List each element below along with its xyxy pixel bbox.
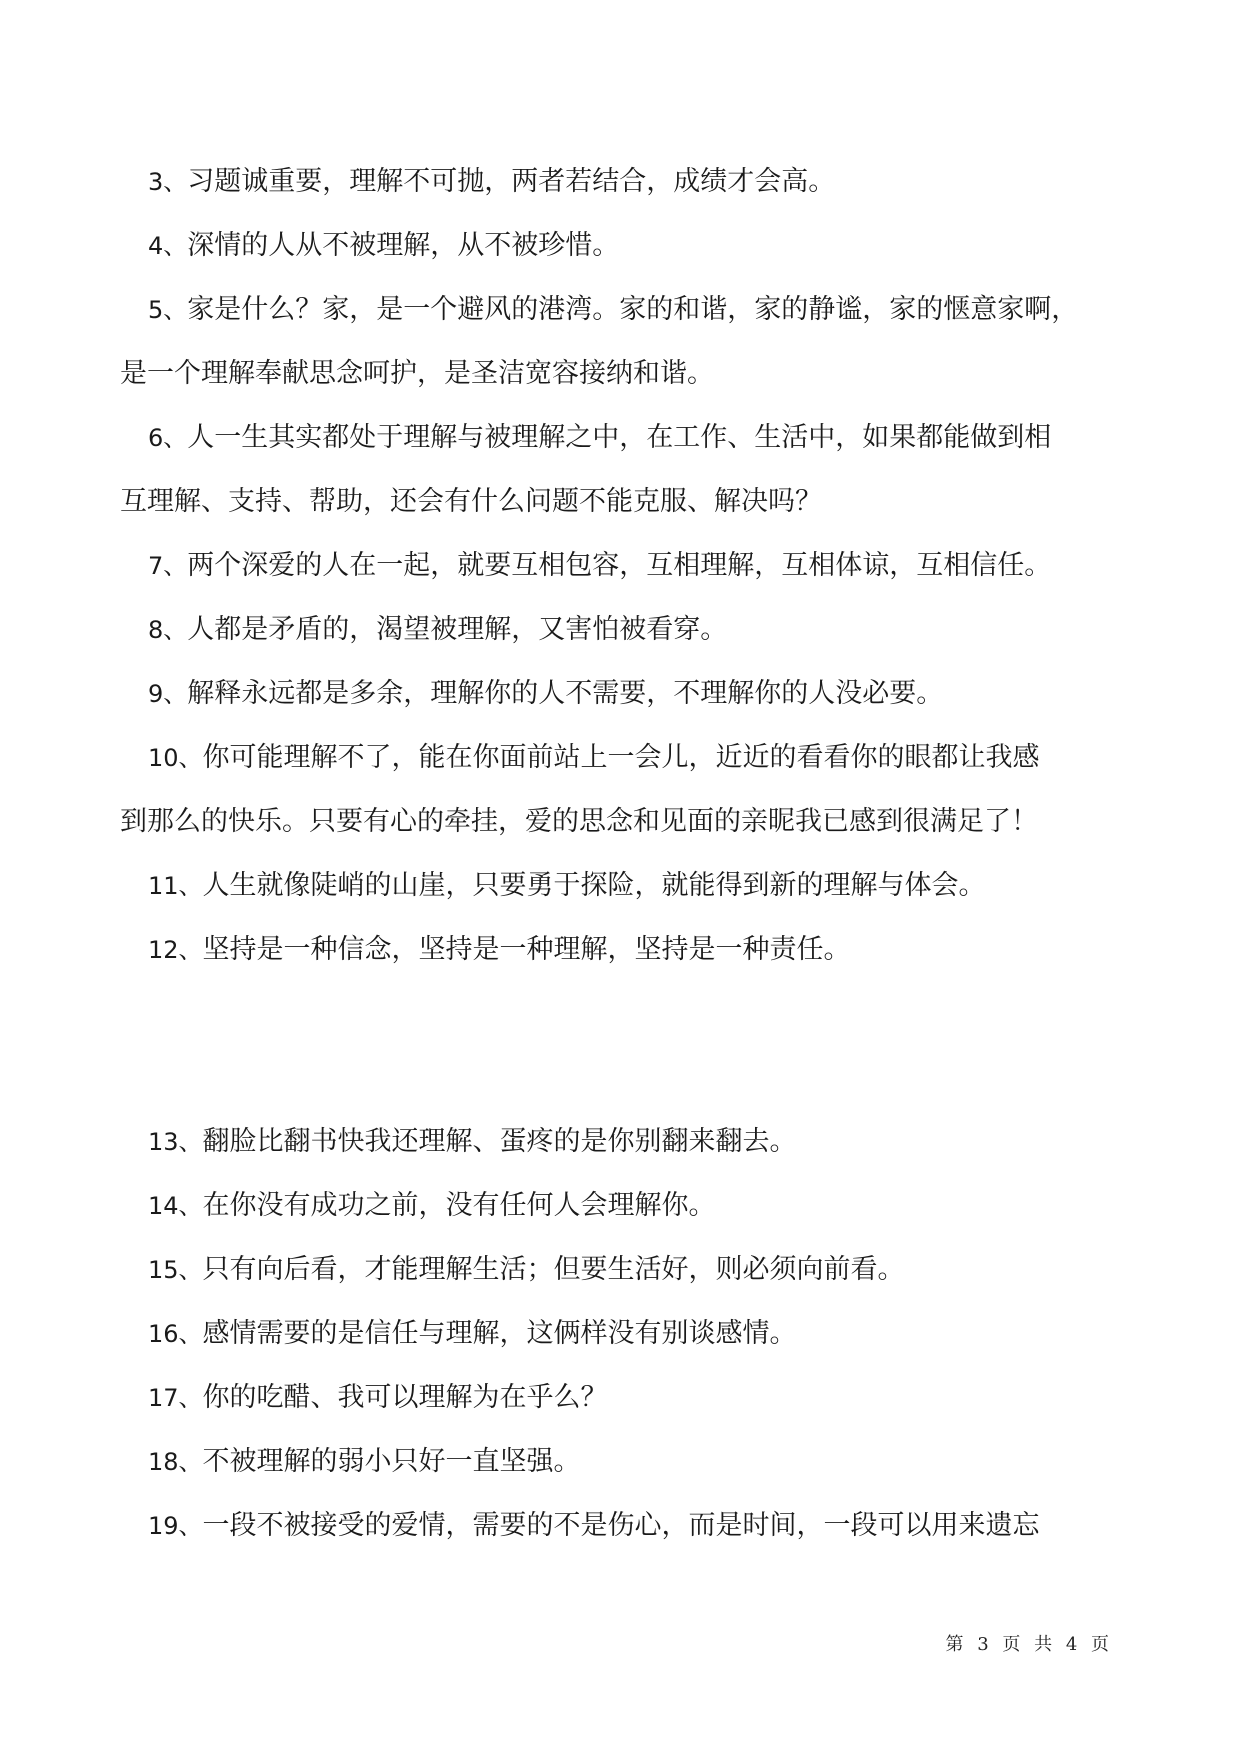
- list-item-first-line: [120, 662, 1130, 726]
- list-item-text: 家是什么？家，是一个避风的港湾。家的和谐，家的静谧，家的惬意家啊，: [187, 294, 1079, 325]
- list-item-number: 13、: [148, 1128, 203, 1156]
- list-item-continuation-line: [120, 342, 1130, 406]
- list-item-first-line: [120, 150, 1130, 214]
- list-item: [120, 1174, 1130, 1238]
- list-item-first-line: [120, 534, 1130, 598]
- list-item: [120, 854, 1130, 918]
- list-item-first-line: [120, 918, 1130, 982]
- list-item-first-line: [120, 1494, 1130, 1558]
- list-item: [120, 1238, 1130, 1302]
- list-item-number: 17、: [148, 1384, 203, 1412]
- list-item-number: 7、: [148, 552, 188, 580]
- list-item: [120, 1430, 1130, 1494]
- list-item: [120, 278, 1130, 406]
- list-item-first-line: [120, 854, 1130, 918]
- list-item-number: 19、: [148, 1512, 203, 1540]
- list-item: [120, 1110, 1130, 1174]
- list-item-first-line: [120, 1110, 1130, 1174]
- list-item-number: 8、: [148, 616, 188, 644]
- list-item-text: 人一生其实都处于理解与被理解之中，在工作、生活中，如果都能做到相: [187, 422, 1052, 453]
- list-item-first-line: [120, 598, 1130, 662]
- list-item-first-line: [120, 726, 1130, 790]
- list-item-text: 两个深爱的人在一起，就要互相包容，互相理解，互相体谅，互相信任。: [187, 550, 1052, 581]
- list-item-number: 16、: [148, 1320, 203, 1348]
- list-item-text: 人都是矛盾的，渴望被理解，又害怕被看穿。: [187, 614, 728, 645]
- list-item: [120, 598, 1130, 662]
- list-item-continuation-line: [120, 470, 1130, 534]
- list-item: [120, 214, 1130, 278]
- list-item-text: 翻脸比翻书快我还理解、蛋疼的是你别翻来翻去。: [202, 1126, 797, 1157]
- list-item-text: 深情的人从不被理解，从不被珍惜。: [187, 230, 620, 261]
- list-item-text: 坚持是一种信念，坚持是一种理解，坚持是一种责任。: [202, 934, 851, 965]
- list-item: [120, 1494, 1130, 1558]
- page-footer: 第 3 页 共 4 页: [945, 1634, 1113, 1655]
- list-item-first-line: [120, 1302, 1130, 1366]
- list-item-text: 人生就像陡峭的山崖，只要勇于探险，就能得到新的理解与体会。: [202, 870, 986, 901]
- list-item-text: 不被理解的弱小只好一直坚强。: [202, 1446, 581, 1477]
- list-item-number: 3、: [148, 168, 188, 196]
- entries-group-after-gap: [120, 1110, 1130, 1558]
- list-item-number: 4、: [148, 232, 188, 260]
- list-item: [120, 1302, 1130, 1366]
- list-item-number: 10、: [148, 744, 203, 772]
- list-item-text: 是一个理解奉献思念呵护，是圣洁宽容接纳和谐。: [120, 358, 714, 389]
- list-item-text: 互理解、支持、帮助，还会有什么问题不能克服、解决吗？: [120, 486, 822, 517]
- list-item: [120, 406, 1130, 534]
- list-item-text: 习题诚重要，理解不可抛，两者若结合，成绩才会高。: [187, 166, 836, 197]
- list-item-text: 感情需要的是信任与理解，这俩样没有别谈感情。: [202, 1318, 797, 1349]
- list-item-text: 你可能理解不了，能在你面前站上一会儿，近近的看看你的眼都让我感: [202, 742, 1040, 773]
- list-item-number: 14、: [148, 1192, 203, 1220]
- list-item-number: 9、: [148, 680, 188, 708]
- list-item-text: 只有向后看，才能理解生活；但要生活好，则必须向前看。: [202, 1254, 905, 1285]
- list-item-first-line: [120, 1238, 1130, 1302]
- list-item-number: 6、: [148, 424, 188, 452]
- document-content: [120, 150, 1130, 1558]
- list-item-number: 12、: [148, 936, 203, 964]
- list-item: [120, 534, 1130, 598]
- list-item-text: 解释永远都是多余，理解你的人不需要，不理解你的人没必要。: [187, 678, 944, 709]
- list-item-number: 11、: [148, 872, 203, 900]
- list-item-first-line: [120, 278, 1130, 342]
- list-item: [120, 662, 1130, 726]
- list-item-text: 你的吃醋、我可以理解为在乎么？: [202, 1382, 608, 1413]
- list-item-number: 15、: [148, 1256, 203, 1284]
- list-item-first-line: [120, 1174, 1130, 1238]
- list-item-first-line: [120, 406, 1130, 470]
- list-item-first-line: [120, 1430, 1130, 1494]
- list-item-text: 一段不被接受的爱情，需要的不是伤心，而是时间，一段可以用来遗忘: [202, 1510, 1040, 1541]
- list-item-first-line: [120, 1366, 1130, 1430]
- list-item-continuation-line: [120, 790, 1130, 854]
- list-item: [120, 918, 1130, 982]
- list-item-number: 5、: [148, 296, 188, 324]
- list-item-text: 在你没有成功之前，没有任何人会理解你。: [202, 1190, 716, 1221]
- list-item-number: 18、: [148, 1448, 203, 1476]
- list-item-text: 到那么的快乐。只要有心的牵挂，爱的思念和见面的亲昵我已感到很满足了！: [120, 806, 1038, 837]
- list-item: [120, 726, 1130, 854]
- list-item-first-line: [120, 214, 1130, 278]
- entries-group-before-gap: [120, 150, 1130, 982]
- list-item: [120, 1366, 1130, 1430]
- list-item: [120, 150, 1130, 214]
- paragraph-gap: [120, 982, 1130, 1110]
